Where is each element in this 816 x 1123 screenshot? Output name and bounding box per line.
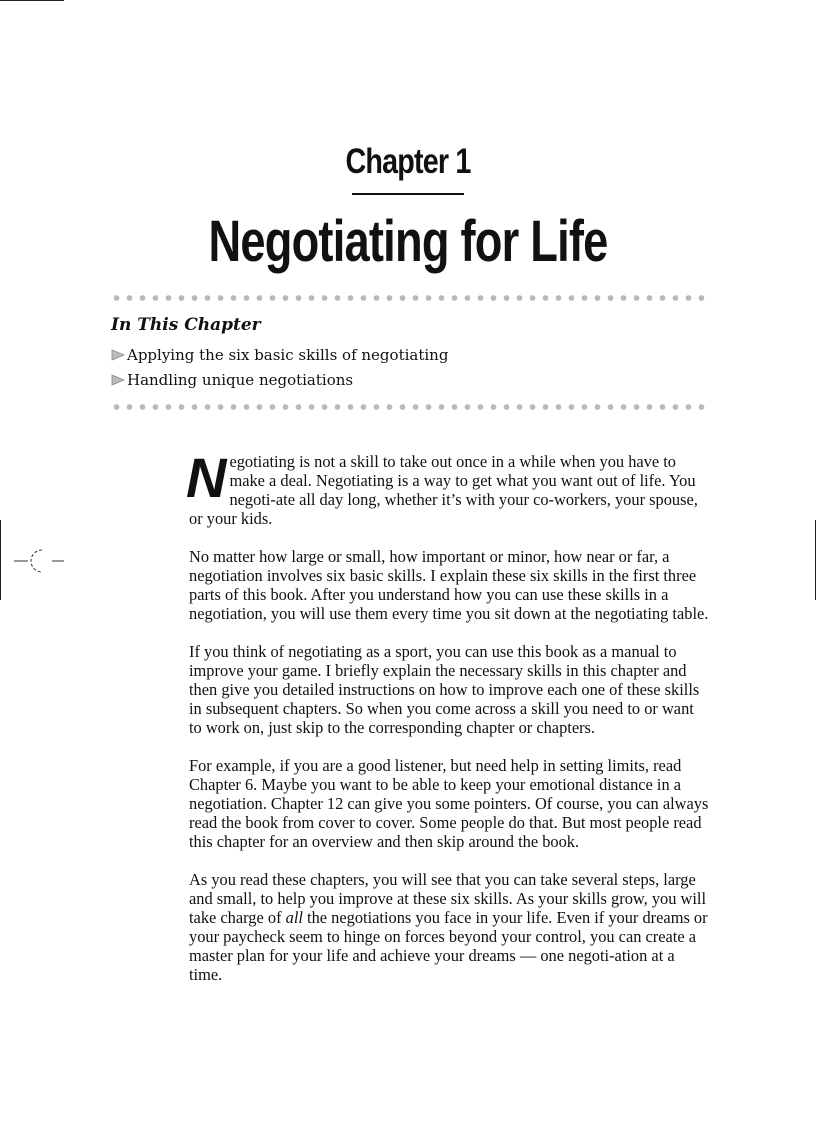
paragraph bbox=[189, 870, 709, 984]
crop-mark-top bbox=[0, 0, 64, 1]
registration-mark-icon bbox=[14, 546, 66, 576]
dotted-divider-bottom bbox=[110, 403, 708, 411]
chapter-title: Negotiating for Life bbox=[208, 209, 608, 274]
chapter-label: Chapter 1 bbox=[345, 142, 471, 181]
paragraph-text: As you read these chapters, you will see that you can take several steps, large and small, to help you improve at these six skills. As your skills grow, you will take charge of bbox=[189, 870, 707, 927]
arrow-bullet-icon bbox=[111, 349, 125, 361]
chapter-underline bbox=[352, 193, 464, 195]
arrow-bullet-icon bbox=[111, 374, 125, 386]
list-item bbox=[111, 367, 448, 392]
paragraph-text: egotiating is not a skill to take out once in a while when you have to make a deal. Negotiating is a way to get what you want out of life. You negoti-ate all day long, whether it’s with your co-workers, your spouse, or your kids. bbox=[189, 452, 698, 528]
paragraph-text: the negotiations you face in your life. Even if your dreams or your paycheck seem to hinge on forces beyond your control, you can create a master plan for your life and achieve your dreams — one negoti-ation at a time. bbox=[189, 908, 708, 984]
emphasis-text: all bbox=[285, 908, 303, 927]
paragraph bbox=[186, 446, 709, 528]
dotted-divider-top bbox=[110, 294, 708, 302]
list-item-text: Applying the six basic skills of negotiating bbox=[127, 345, 449, 364]
crop-mark-left bbox=[0, 520, 1, 600]
paragraph: If you think of negotiating as a sport, you can use this book as a manual to improve your game. I briefly explain the necessary skills in this chapter and then give you detailed instructions on how to improve each one of these skills in subsequent chapters. So when you come across a skill you need to or want to work on, just skip to the corresponding chapter or chapters. bbox=[189, 642, 700, 737]
drop-cap: N bbox=[186, 446, 227, 509]
chapter-body bbox=[186, 446, 709, 1003]
paragraph: For example, if you are a good listener, but need help in setting limits, read Chapter 6. Maybe you want to be able to keep your emotional distance in a negotiation. Chapter 12 can give you some pointers. Of course, you can always read the book from cover to cover. Some people do that. But most people read this chapter for an overview and then skip around the book. bbox=[189, 756, 709, 851]
list-item bbox=[111, 342, 448, 367]
paragraph: No matter how large or small, how important or minor, how near or far, a negotiation involves six basic skills. I explain these six skills in the first three parts of this book. After you understand how you can use these skills in a negotiation, you will use them every time you sit down at the negotiating table. bbox=[189, 547, 709, 623]
list-item-text: Handling unique negotiations bbox=[127, 370, 354, 389]
in-this-chapter-list bbox=[111, 342, 448, 392]
in-this-chapter-heading: In This Chapter bbox=[111, 315, 261, 335]
